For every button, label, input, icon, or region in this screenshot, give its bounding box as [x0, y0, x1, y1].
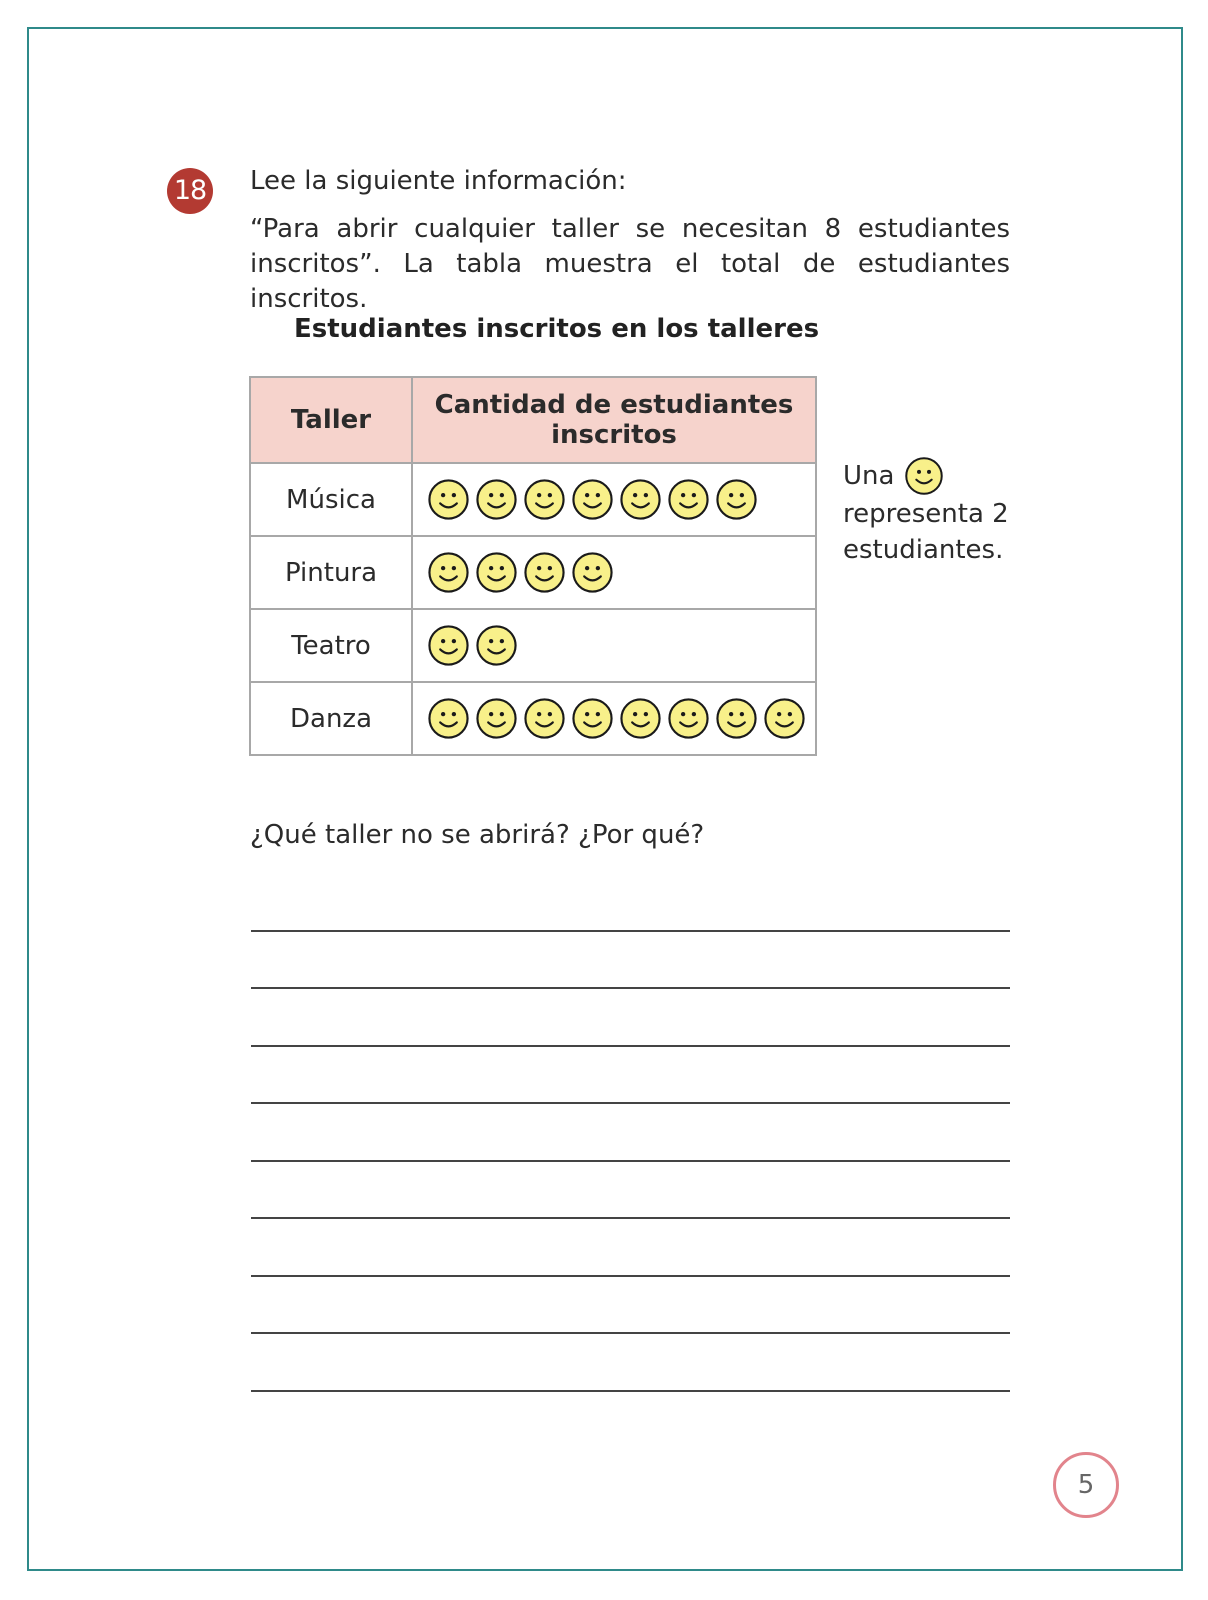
smiley-face-icon [571, 478, 614, 521]
workshop-name: Pintura [250, 536, 412, 609]
header-taller: Taller [250, 377, 412, 463]
smiley-face-icon [715, 478, 758, 521]
smiley-face-icon [523, 551, 566, 594]
header-cantidad: Cantidad de estudiantes inscritos [412, 377, 816, 463]
answer-line[interactable] [251, 1104, 1010, 1162]
answer-line[interactable] [251, 989, 1010, 1047]
smiley-face-icon [619, 697, 662, 740]
table-title: Estudiantes inscritos en los talleres [294, 314, 820, 344]
legend-text-before: Una [843, 461, 895, 491]
smiley-face-icon [667, 478, 710, 521]
smiley-face-icon [571, 551, 614, 594]
smiley-face-icon [475, 551, 518, 594]
workshop-name: Danza [250, 682, 412, 755]
smiley-face-icon [475, 697, 518, 740]
table-row [250, 463, 816, 536]
workshop-icons [412, 463, 816, 536]
workshop-icons [412, 609, 816, 682]
smiley-face-icon [667, 697, 710, 740]
legend [843, 456, 1033, 568]
page-number: 5 [1053, 1452, 1119, 1518]
smiley-face-icon [715, 697, 758, 740]
smiley-row [427, 697, 815, 740]
workshop-icons [412, 536, 816, 609]
answer-line[interactable] [251, 1334, 1010, 1392]
smiley-row [427, 624, 815, 667]
answer-line[interactable] [251, 874, 1010, 932]
legend-text-after: representa 2 estudiantes. [843, 499, 1009, 565]
answer-line[interactable] [251, 1277, 1010, 1335]
legend-smiley-slot [904, 456, 944, 496]
answer-line[interactable] [251, 1047, 1010, 1105]
smiley-face-icon [475, 478, 518, 521]
smiley-face-icon [523, 697, 566, 740]
workshop-icons [412, 682, 816, 755]
smiley-row [427, 551, 815, 594]
question-paragraph: “Para abrir cualquier taller se necesitan 8 estudiantes inscritos”. La tabla muestra el total de estudiantes inscritos. [250, 214, 1010, 314]
table-row [250, 682, 816, 755]
question-prompt: ¿Qué taller no se abrirá? ¿Por qué? [250, 820, 705, 850]
smiley-face-icon [427, 551, 470, 594]
smiley-face-icon [523, 478, 566, 521]
smiley-face-icon [763, 697, 806, 740]
smiley-face-icon [475, 624, 518, 667]
smiley-face-icon [619, 478, 662, 521]
table-row [250, 609, 816, 682]
smiley-row [427, 478, 815, 521]
smiley-face-icon [427, 624, 470, 667]
smiley-face-icon [427, 478, 470, 521]
table-header-row [250, 377, 816, 463]
workshop-name: Música [250, 463, 412, 536]
table-row [250, 536, 816, 609]
pictograph-table [249, 376, 817, 756]
smiley-face-icon [904, 456, 944, 496]
smiley-face-icon [427, 697, 470, 740]
question-intro: Lee la siguiente información: [250, 166, 627, 196]
answer-line[interactable] [251, 932, 1010, 990]
question-number-badge: 18 [167, 168, 213, 214]
workshop-name: Teatro [250, 609, 412, 682]
smiley-face-icon [571, 697, 614, 740]
answer-line[interactable] [251, 1219, 1010, 1277]
answer-line[interactable] [251, 1162, 1010, 1220]
answer-lines [251, 874, 1010, 1392]
